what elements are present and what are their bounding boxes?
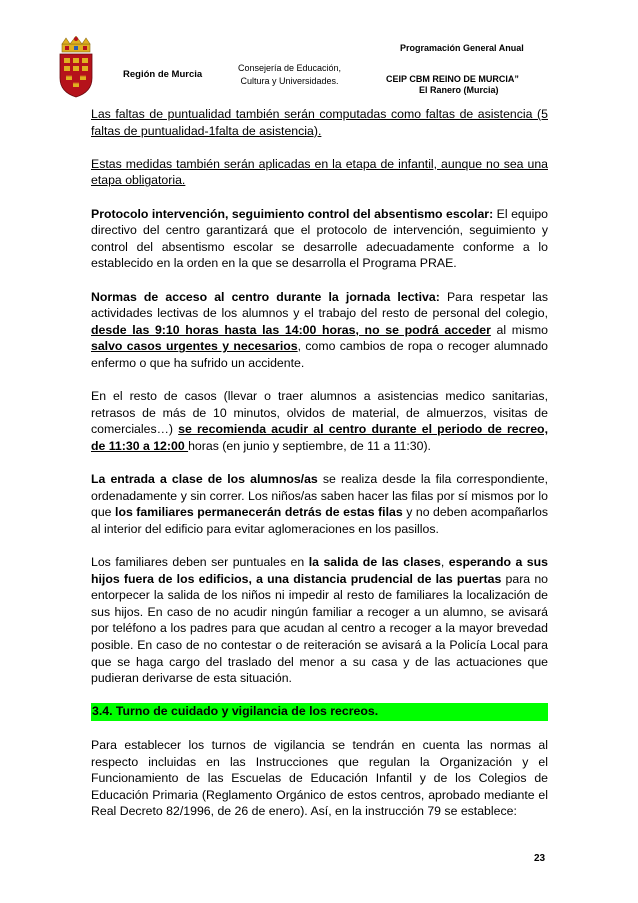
paragraph-entry [91,471,548,537]
page-header [0,0,638,100]
paragraph-punctuality: Las faltas de puntualidad también serán computadas como faltas de asistencia (5 faltas de puntualidad-1falta de asistencia). [91,107,548,138]
exit-bold-1: la salida de las clases [308,555,441,570]
entry-heading: La entrada a clase de los alumnos/as [91,472,318,487]
region-name: Región de Murcia [123,69,203,80]
access-rules-text-1: Para respetar las actividades lectivas de los alumnos y el trabajo del resto de personal del colegio, [91,289,549,321]
region-crest-icon [52,36,100,98]
school-line-2: El Ranero (Murcia) [419,85,499,95]
absentismo-text: El equipo directivo del centro garantizará que el protocolo de intervención, seguimiento y control del absentismo escolar se desarrolle adecuadamente conforme a lo establecido en la orden en la que se desarrolla el Programa PRAE. [91,206,548,271]
exit-text-2: , [440,555,449,570]
paragraph-other-cases [91,388,548,454]
school-line-1: CEIP CBM REINO DE MURCIA” [386,74,519,84]
exit-text-1: Los familiares deben ser puntuales en [91,555,309,570]
paragraph-exit [91,554,548,687]
section-heading: 3.4. Turno de cuidado y vigilancia de los recreos. [91,703,548,721]
access-rules-text-2: al mismo [490,322,548,337]
exit-text-3: para no entorpecer la salida de los niños ni impedir al resto de familiares la localización de sus hijos. En caso de no acudir ningún familiar a recoger a un alumno, se avisará por teléfono a los padres para que acudan al centro a recoger a la mayor brevedad posible. En caso de no contestar o de reiteración se avisará a la Policía Local para que se haga cargo del traslado del menor a su casa y de las actuaciones que pudieran derivarse de esta situación. [91,571,548,686]
access-rules-heading: Normas de acceso al centro durante la jornada lectiva: [91,289,440,304]
other-cases-recreo: se recomienda acudir al centro durante el periodo de recreo, de 11:30 a 12:00 [91,422,548,453]
access-rules-exception: salvo casos urgentes y necesarios [91,339,298,354]
department-name [222,62,357,88]
paragraph-infantil: Estas medidas también serán aplicadas en la etapa de infantil, aunque no sea una etapa obligatoria. [91,156,548,188]
paragraph-vigilancia: Para establecer los turnos de vigilancia se tendrán en cuenta las normas al respecto incluidas en las Instrucciones que regulan la Organización y el Funcionamiento de las Escuelas de Educación Infantil y de los Colegios de Educación Primaria (Reglamento Orgánico de estos centros, aprobado mediante el Real Decreto 82/1996, de 26 de enero). Así, en la instrucción 79 se establece: [91,737,548,819]
paragraph-absentismo [91,206,548,272]
paragraph-access-rules [91,289,548,372]
department-line-2: Cultura y Universidades. [240,76,339,86]
access-rules-hours: desde las 9:10 horas hasta las 14:00 horas, no se podrá acceder [91,322,491,337]
page-number: 23 [534,853,546,864]
entry-text-1: se realiza desde la fila correspondiente, ordenadamente y sin correr. Los niños/as saben hacer las filas por sí mismos por lo que [91,472,549,520]
other-cases-text-2: horas (en junio y septiembre, de 11 a 11:30). [188,438,431,453]
entry-text-2: y no deben acompañarlos al interior del edificio para evitar aglomeraciones en los pasillos. [91,505,548,536]
absentismo-heading: Protocolo intervención, seguimiento control del absentismo escolar: [91,206,494,221]
entry-families: los familiares permanecerán detrás de estas filas [115,505,403,520]
department-line-1: Consejería de Educación, [237,63,342,73]
document-title: Programación General Anual [400,43,524,53]
access-rules-text-3: , como cambios de ropa o recoger alumnado enfermo o que ha sufrido un accidente. [91,339,548,370]
document-body [91,106,548,837]
other-cases-text-1: En el resto de casos (llevar o traer alumnos a asistencias medico sanitarias, retrasos de más de 10 minutos, olvidos de material, de almuerzos, visitas de comerciales…) [91,389,548,437]
school-name [386,74,519,96]
exit-bold-2: esperando a sus hijos fuera de los edificios, a una distancia prudencial de las puertas [91,555,548,586]
